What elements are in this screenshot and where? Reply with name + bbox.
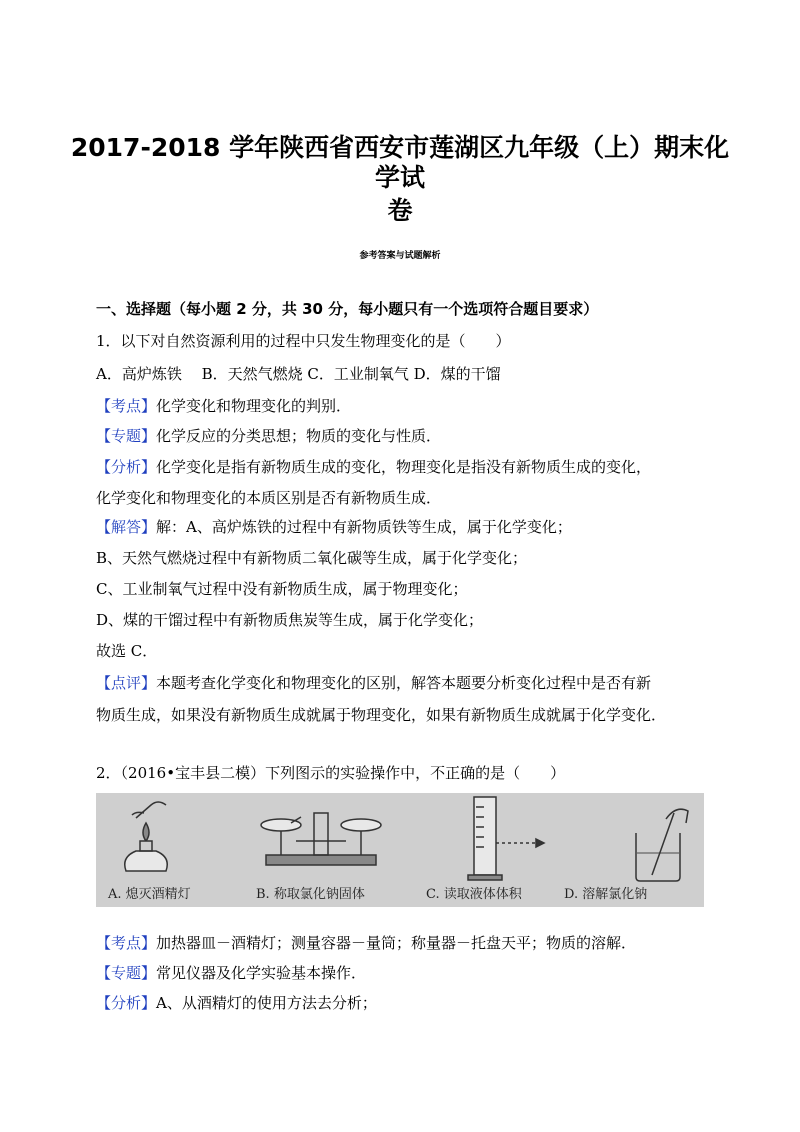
q1-jieda-text-1: 解：A、高炉炼铁的过程中有新物质铁等生成，属于化学变化； [156, 518, 572, 536]
q1-kaodian [96, 396, 736, 416]
q1-fenxi [96, 457, 736, 477]
q2-fenxi [96, 993, 736, 1013]
alcohol-lamp-icon [125, 802, 168, 871]
q1-kaodian-text: 化学变化和物理变化的判别． [156, 397, 352, 415]
q2-kaodian [96, 933, 736, 953]
section-heading: 一、选择题（每小题 2 分，共 30 分，每小题只有一个选项符合题目要求） [96, 300, 599, 318]
q2-zhuanti [96, 963, 736, 983]
q1-zhuanti [96, 426, 736, 446]
q1-dianping-line-2: 物质生成，如果没有新物质生成就属于物理变化，如果有新物质生成就属于化学变化． [96, 706, 667, 724]
q2-zhuanti-text: 常见仪器及化学实验基本操作． [156, 964, 367, 982]
caption-a: A. 熄灭酒精灯 [108, 887, 191, 902]
q1-options: A．高炉炼铁 B．天然气燃烧 C．工业制氧气 D．煤的干馏 [96, 365, 501, 383]
document-title-line-2: 卷 [387, 196, 413, 225]
q1-jieda-c: C、工业制氧气过程中没有新物质生成，属于物理变化； [96, 580, 468, 598]
document-title-line-1: 2017-2018 学年陕西省西安市莲湖区九年级（上）期末化学试 [70, 133, 730, 192]
q1-jieda [96, 517, 736, 537]
q2-fenxi-text-1: A、从酒精灯的使用方法去分析； [156, 994, 377, 1012]
graduated-cylinder-icon [468, 797, 544, 880]
caption-b: B. 称取氯化钠固体 [256, 887, 365, 902]
q1-answer: 故选 C． [96, 642, 158, 660]
caption-c: C. 读取液体体积 [426, 887, 522, 902]
q1-jieda-b: B、天然气燃烧过程中有新物质二氧化碳等生成，属于化学变化； [96, 549, 528, 567]
balance-scale-icon [261, 813, 381, 865]
kaodian-tag: 【考点】 [96, 934, 157, 952]
zhuanti-tag: 【专题】 [96, 964, 157, 982]
kaodian-tag: 【考点】 [96, 397, 157, 415]
q2-kaodian-text: 加热器皿－酒精灯；测量容器－量筒；称量器－托盘天平；物质的溶解． [156, 934, 637, 952]
q1-dianping [96, 673, 736, 693]
q1-dianping-text-1: 本题考查化学变化和物理变化的区别，解答本题要分析变化过程中是否有新 [156, 674, 652, 692]
fenxi-tag: 【分析】 [96, 994, 157, 1012]
q1-jieda-d: D、煤的干馏过程中有新物质焦炭等生成，属于化学变化； [96, 611, 484, 629]
dianping-tag: 【点评】 [96, 674, 157, 692]
q1-question: 1．以下对自然资源利用的过程中只发生物理变化的是（ ） [96, 332, 511, 350]
experiment-figure [96, 793, 704, 907]
beaker-stirring-icon [636, 809, 688, 881]
caption-d: D. 溶解氯化钠 [564, 887, 648, 902]
zhuanti-tag: 【专题】 [96, 427, 157, 445]
q1-fenxi-text-1: 化学变化是指有新物质生成的变化，物理变化是指没有新物质生成的变化， [156, 458, 652, 476]
q1-zhuanti-text: 化学反应的分类思想；物质的变化与性质． [156, 427, 442, 445]
jieda-tag: 【解答】 [96, 518, 157, 536]
q1-fenxi-line-2: 化学变化和物理变化的本质区别是否有新物质生成． [96, 489, 442, 507]
document-subtitle: 参考答案与试题解析 [359, 251, 441, 261]
q2-question: 2．（2016•宝丰县二模）下列图示的实验操作中，不正确的是（ ） [96, 764, 566, 782]
fenxi-tag: 【分析】 [96, 458, 157, 476]
